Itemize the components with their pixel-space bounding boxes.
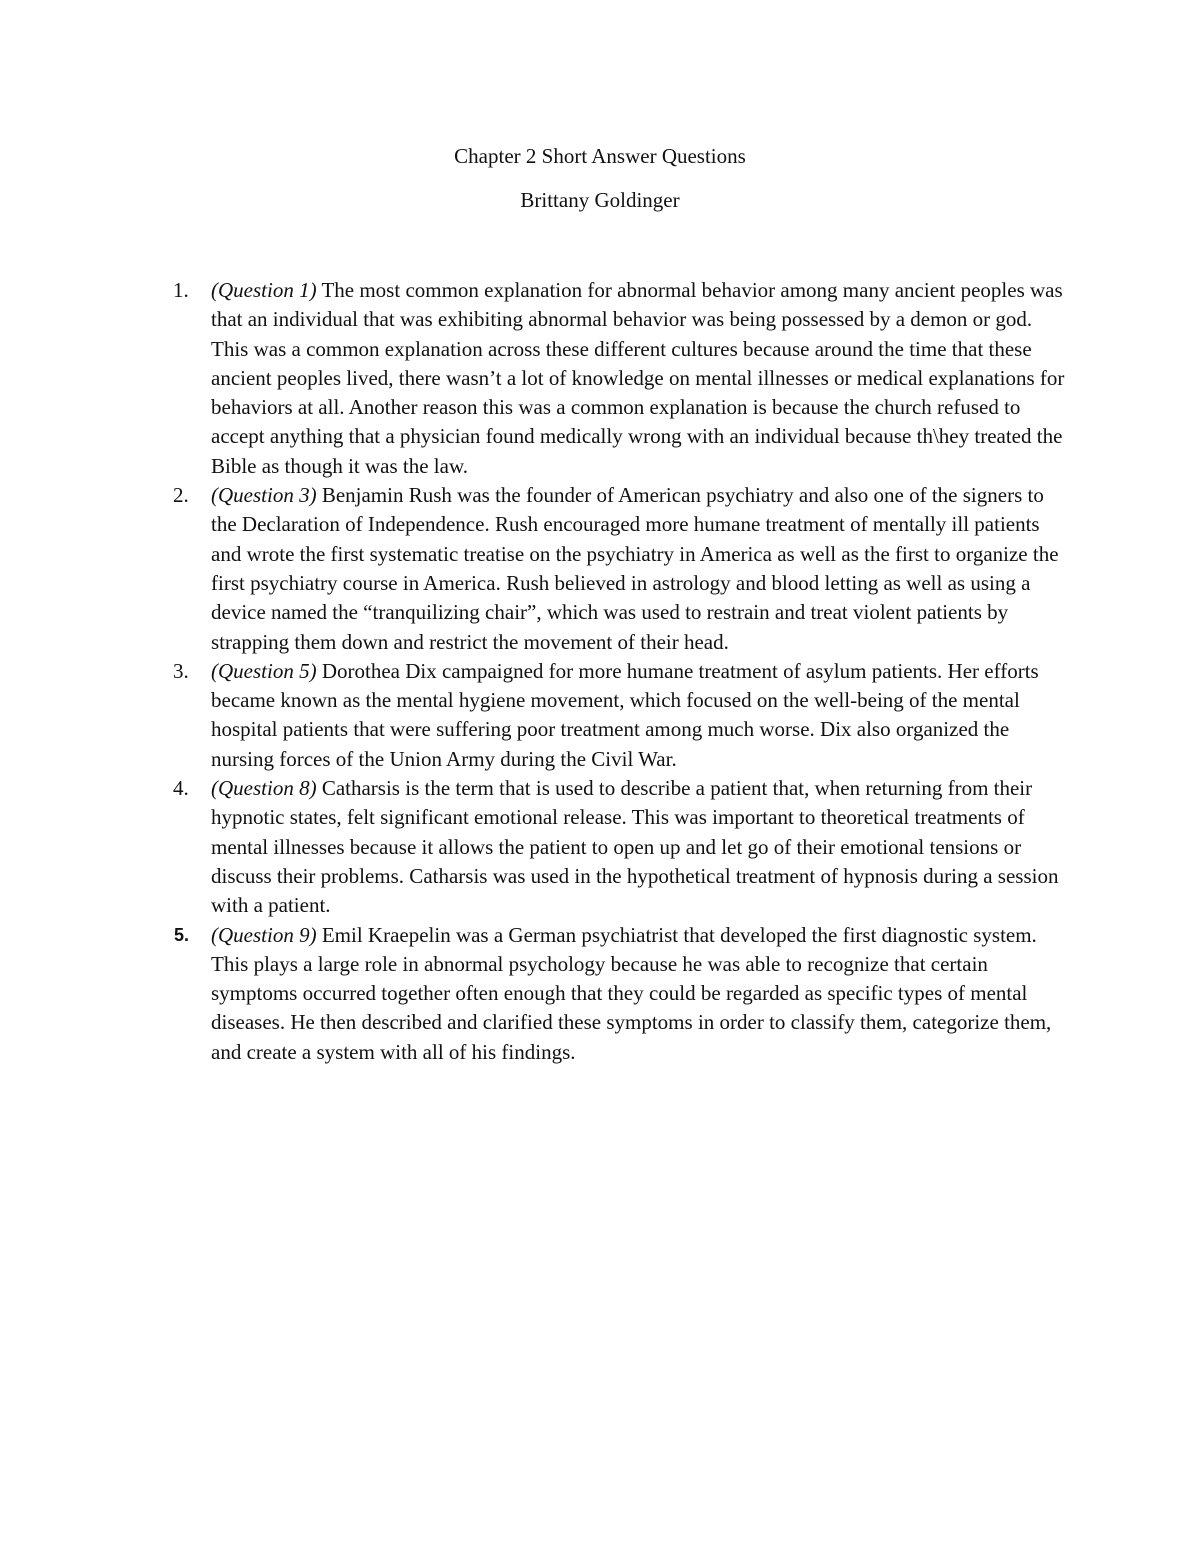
answer-list (0, 276, 1200, 1067)
list-number: 3. (173, 658, 189, 683)
question-reference: (Question 9) (211, 922, 317, 947)
document-title: Chapter 2 Short Answer Questions (454, 144, 746, 168)
question-reference: (Question 1) (211, 278, 317, 302)
list-number: 4. (173, 776, 189, 801)
question-reference: (Question 8) (211, 776, 317, 801)
list-number: 2. (173, 483, 189, 508)
answer-text: Benjamin Rush was the founder of American psychiatry and also one of the signers to the Declaration of Independence. Rush encouraged more humane treatment of mentally ill patients and wrote the first systematic treatise on the psychiatry in America as well as the first to organize the first psychiatry course in America. Rush believed in astrology and blood letting as well as using a device named the “tranquilizing chair”, which was used to restrain and treat violent patients by strapping them down and restrict the movement of their head. (211, 483, 1059, 654)
answer-item-5 (0, 921, 1071, 1067)
answer-item-1 (0, 276, 1071, 481)
answer-text: Dorothea Dix campaigned for more humane treatment of asylum patients. Her efforts became known as the mental hygiene movement, which focused on the well-being of the mental hospital patients that were suffering poor treatment among much worse. Dix also organized the nursing forces of the Union Army during the Civil War. (211, 658, 1039, 771)
answer-item-2 (0, 481, 1071, 657)
list-number: 1. (173, 278, 189, 302)
answer-item-4 (0, 774, 1071, 920)
answer-text: Catharsis is the term that is used to describe a patient that, when returning from their hypnotic states, felt significant emotional release. This was important to theoretical treatments of mental illnesses because it allows the patient to open up and let go of their emotional tensions or discuss their problems. Catharsis was used in the hypothetical treatment of hypnosis during a session with a patient. (211, 776, 1059, 918)
list-number: 5. (174, 924, 190, 945)
answer-text: The most common explanation for abnormal behavior among many ancient peoples was that an individual that was exhibiting abnormal behavior was being possessed by a demon or god. This was a common explanation across these different cultures because around the time that these ancient peoples lived, there wasn’t a lot of knowledge on mental illnesses or medical explanations for behaviors at all. Another reason this was a common explanation is because the church refused to accept anything that a physician found medically wrong with an individual because th\hey treated the Bible as though it was the law. (211, 278, 1065, 478)
question-reference: (Question 3) (211, 483, 317, 508)
question-reference: (Question 5) (211, 658, 317, 683)
author-name: Brittany Goldinger (520, 188, 680, 212)
answer-text: Emil Kraepelin was a German psychiatrist that developed the first diagnostic system. This plays a large role in abnormal psychology because he was able to recognize that certain symptoms occurred together often enough that they could be regarded as specific types of mental diseases. He then described and clarified these symptoms in order to classify them, categorize them, and create a system with all of his findings. (211, 922, 1052, 1064)
answer-item-3 (0, 657, 1071, 774)
